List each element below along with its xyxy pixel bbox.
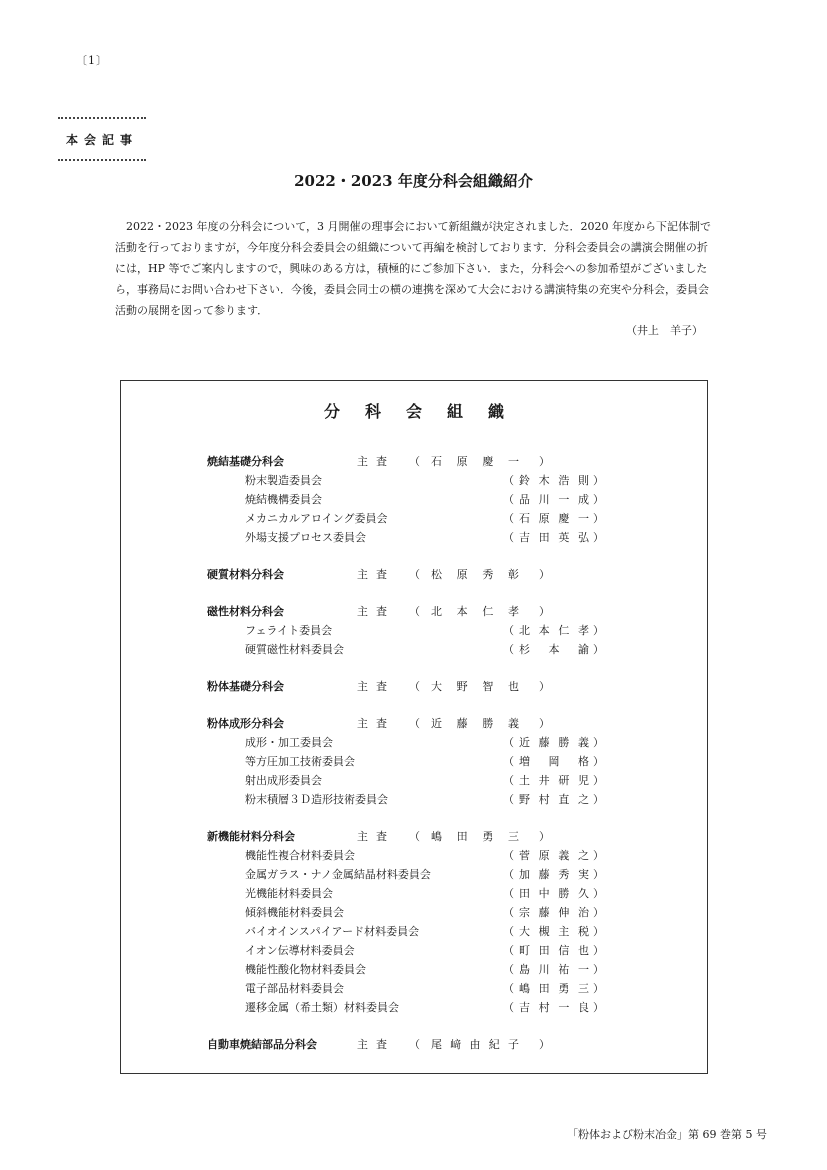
chief-label: 主査	[357, 568, 395, 581]
committee-name: 金属ガラス・ナノ金属結晶材料委員会	[245, 868, 431, 881]
division-name: 焼結基礎分科会	[207, 455, 284, 468]
person-name-text: 近 藤 勝 義	[519, 736, 589, 749]
committee-name: 電子部品材料委員会	[245, 982, 344, 995]
open-paren: （	[503, 887, 514, 900]
close-paren: ）	[593, 643, 604, 656]
committee-row	[207, 902, 677, 921]
division-row	[207, 564, 677, 583]
person-name-text: 石 原 慶 一	[519, 512, 589, 525]
close-paren: ）	[593, 774, 604, 787]
close-paren: ）	[539, 680, 550, 693]
division-name: 粉体基礎分科会	[207, 680, 284, 693]
person-name-text: 菅 原 義 之	[519, 849, 589, 862]
close-paren: ）	[593, 868, 604, 881]
person-name-text: 松 原 秀 彰	[431, 568, 519, 581]
committee-row	[207, 978, 677, 997]
person-name-text: 嶋 田 勇 三	[431, 830, 519, 843]
chief-label: 主査	[357, 830, 395, 843]
open-paren: （	[503, 944, 514, 957]
open-paren: （	[503, 512, 514, 525]
close-paren: ）	[593, 963, 604, 976]
division-name: 粉体成形分科会	[207, 717, 284, 730]
committee-row	[207, 470, 677, 489]
organization-list	[207, 451, 677, 1053]
committee-row	[207, 770, 677, 789]
open-paren: （	[503, 963, 514, 976]
division-name: 硬質材料分科会	[207, 568, 284, 581]
person-name-text: 島 川 祐 一	[519, 963, 589, 976]
organization-box	[120, 380, 708, 1074]
committee-name: 焼結機構委員会	[245, 493, 322, 506]
close-paren: ）	[593, 849, 604, 862]
committee-row	[207, 527, 677, 546]
person-name-text: 杉 本 諭	[519, 643, 589, 656]
committee-row	[207, 959, 677, 978]
committee-name: メカニカルアロイング委員会	[245, 512, 388, 525]
person-name-text: 加 藤 秀 実	[519, 868, 589, 881]
committee-row	[207, 845, 677, 864]
division-row	[207, 676, 677, 695]
close-paren: ）	[593, 624, 604, 637]
close-paren: ）	[539, 605, 550, 618]
open-paren: （	[503, 982, 514, 995]
box-title: 分科会組織	[323, 402, 529, 421]
open-paren: （	[503, 868, 514, 881]
close-paren: ）	[593, 531, 604, 544]
open-paren: （	[409, 568, 420, 581]
committee-row	[207, 789, 677, 808]
division-name: 磁性材料分科会	[207, 605, 284, 618]
division-row	[207, 713, 677, 732]
person-name-text: 吉 田 英 弘	[519, 531, 589, 544]
open-paren: （	[503, 906, 514, 919]
division-name: 自動車焼結部品分科会	[207, 1038, 317, 1051]
person-name-text: 鈴 木 浩 則	[519, 474, 589, 487]
close-paren: ）	[593, 944, 604, 957]
division-row	[207, 601, 677, 620]
committee-name: 機能性複合材料委員会	[245, 849, 355, 862]
person-name-text: 石 原 慶 一	[431, 455, 519, 468]
intro-paragraph: 2022・2023 年度の分科会について，3 月開催の理事会において新組織が決定されました．2020 年度から下記体制で活動を行っておりますが，今年度分科会委員会の組織について再編を検討しております．分科会委員会の講演会開催の折には，HP 等でご案内しますので，興味のある方は，積極的にご参加下さい．また，分科会への参加希望がございましたら，事務局にお問い合わせ下さい．今後，委員会同士の横の連携を深めて大会における講演特集の充実や分科会，委員会活動の展開を図って参ります．	[115, 220, 712, 317]
page-number: 〔1〕	[76, 54, 108, 67]
close-paren: ）	[593, 1001, 604, 1014]
committee-row	[207, 883, 677, 902]
close-paren: ）	[593, 982, 604, 995]
open-paren: （	[503, 531, 514, 544]
committee-name: 射出成形委員会	[245, 774, 322, 787]
division-name: 新機能材料分科会	[207, 830, 295, 843]
section-label-text: 本会記事	[65, 132, 138, 147]
open-paren: （	[503, 736, 514, 749]
close-paren: ）	[593, 493, 604, 506]
committee-row	[207, 864, 677, 883]
close-paren: ）	[539, 717, 550, 730]
committee-name: 遷移金属（希土類）材料委員会	[245, 1001, 399, 1014]
page-title: 2022・2023 年度分科会組織紹介	[294, 172, 533, 190]
signature: （井上 羊子）	[626, 324, 703, 337]
open-paren: （	[503, 643, 514, 656]
division-row	[207, 826, 677, 845]
close-paren: ）	[593, 925, 604, 938]
chief-label: 主査	[357, 455, 395, 468]
close-paren: ）	[593, 887, 604, 900]
chief-label: 主査	[357, 717, 395, 730]
open-paren: （	[409, 680, 420, 693]
committee-name: フェライト委員会	[245, 624, 333, 637]
close-paren: ）	[593, 755, 604, 768]
committee-name: 傾斜機能材料委員会	[245, 906, 344, 919]
person-name-text: 町 田 信 也	[519, 944, 589, 957]
open-paren: （	[503, 474, 514, 487]
person-name-text: 北 本 仁 孝	[519, 624, 589, 637]
division-spacer	[207, 546, 677, 564]
person-name-text: 増 岡 格	[519, 755, 589, 768]
close-paren: ）	[539, 1038, 550, 1051]
committee-name: バイオインスパイアード材料委員会	[245, 925, 420, 938]
open-paren: （	[503, 755, 514, 768]
open-paren: （	[409, 830, 420, 843]
close-paren: ）	[593, 736, 604, 749]
open-paren: （	[503, 849, 514, 862]
open-paren: （	[409, 717, 420, 730]
committee-name: 硬質磁性材料委員会	[245, 643, 344, 656]
open-paren: （	[503, 493, 514, 506]
close-paren: ）	[593, 906, 604, 919]
chief-label: 主査	[357, 605, 395, 618]
committee-row	[207, 508, 677, 527]
division-spacer	[207, 583, 677, 601]
chief-label: 主査	[357, 680, 395, 693]
open-paren: （	[409, 605, 420, 618]
person-name-text: 吉 村 一 良	[519, 1001, 589, 1014]
person-name-text: 土 井 研 児	[519, 774, 589, 787]
journal-footer: 「粉体および粉末冶金」第 69 巻第 5 号	[567, 1128, 767, 1141]
committee-row	[207, 940, 677, 959]
division-spacer	[207, 1016, 677, 1034]
person-name-text: 野 村 直 之	[519, 793, 589, 806]
committee-row	[207, 489, 677, 508]
committee-name: 光機能材料委員会	[245, 887, 333, 900]
close-paren: ）	[539, 830, 550, 843]
open-paren: （	[503, 774, 514, 787]
committee-name: 等方圧加工技術委員会	[245, 755, 355, 768]
person-name-text: 大 野 智 也	[431, 680, 519, 693]
division-spacer	[207, 808, 677, 826]
close-paren: ）	[593, 512, 604, 525]
person-name-text: 品 川 一 成	[519, 493, 589, 506]
person-name-text: 大 槻 主 税	[519, 925, 589, 938]
committee-row	[207, 921, 677, 940]
person-name-text: 尾 﨑 由 紀 子	[431, 1038, 519, 1051]
division-spacer	[207, 658, 677, 676]
committee-row	[207, 751, 677, 770]
close-paren: ）	[539, 568, 550, 581]
open-paren: （	[503, 1001, 514, 1014]
committee-name: 成形・加工委員会	[245, 736, 333, 749]
open-paren: （	[409, 455, 420, 468]
open-paren: （	[503, 793, 514, 806]
committee-name: イオン伝導材料委員会	[245, 944, 355, 957]
open-paren: （	[503, 925, 514, 938]
person-name-text: 嶋 田 勇 三	[519, 982, 589, 995]
committee-row	[207, 997, 677, 1016]
division-spacer	[207, 695, 677, 713]
committee-row	[207, 639, 677, 658]
person-name-text: 宗 藤 伸 治	[519, 906, 589, 919]
committee-row	[207, 732, 677, 751]
committee-name: 粉末積層３Ｄ造形技術委員会	[245, 793, 388, 806]
committee-name: 粉末製造委員会	[245, 474, 322, 487]
open-paren: （	[409, 1038, 420, 1051]
chief-label: 主査	[357, 1038, 395, 1051]
committee-name: 外場支援プロセス委員会	[245, 531, 366, 544]
division-row	[207, 451, 677, 470]
division-row	[207, 1034, 677, 1053]
committee-name: 機能性酸化物材料委員会	[245, 963, 366, 976]
open-paren: （	[503, 624, 514, 637]
close-paren: ）	[593, 474, 604, 487]
person-name-text: 近 藤 勝 義	[431, 717, 519, 730]
close-paren: ）	[539, 455, 550, 468]
close-paren: ）	[593, 793, 604, 806]
committee-row	[207, 620, 677, 639]
person-name-text: 田 中 勝 久	[519, 887, 589, 900]
person-name-text: 北 本 仁 孝	[431, 605, 519, 618]
section-label	[58, 117, 146, 161]
